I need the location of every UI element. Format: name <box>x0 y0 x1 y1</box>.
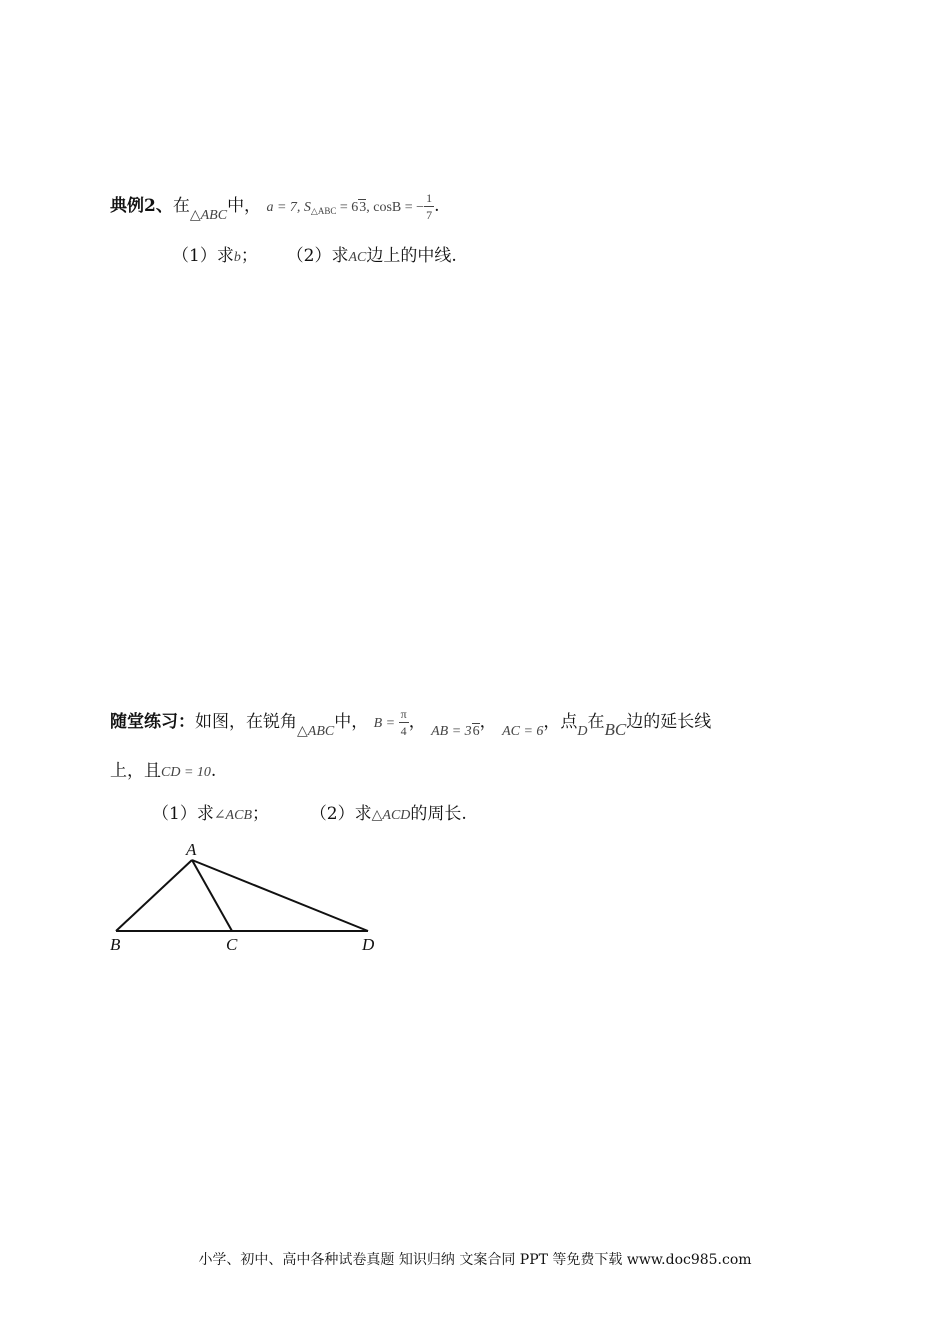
example2-questions <box>172 248 457 265</box>
example2-q1-var: b <box>233 250 241 265</box>
practice-text2: 中， <box>334 712 369 732</box>
practice-text4: 边的延长线 <box>626 712 712 732</box>
example2-q1-label: （1）求 <box>172 246 234 266</box>
practice-q2-end: 的周长. <box>410 804 467 824</box>
practice-d-var: D <box>577 724 588 739</box>
practice-statement-line1 <box>110 708 711 737</box>
vertex-label-b: B <box>110 935 121 954</box>
example2-triangle: △ABC <box>189 208 228 223</box>
practice-line2-a: 上，且 <box>110 761 161 781</box>
example2-condition-s-value: = 6 <box>336 200 359 215</box>
practice-sep3: ，点 <box>543 712 578 732</box>
example2-fraction-den: 7 <box>426 208 433 222</box>
practice-b-num: π <box>400 707 407 721</box>
example2-fraction <box>424 192 434 221</box>
practice-sep2: ， <box>479 712 497 732</box>
practice-ac-label: AC = 6 <box>502 724 544 739</box>
practice-text1: 如图，在锐角 <box>195 712 297 732</box>
practice-cd-condition: CD = 10 <box>161 765 211 780</box>
example2-end: . <box>434 196 440 216</box>
practice-q1-var: ∠ACB <box>213 808 252 823</box>
example2-q2-end: 边上的中线. <box>366 246 457 266</box>
practice-q1-label: （1）求 <box>152 804 214 824</box>
page-footer: 小学、初中、高中各种试卷真题 知识归纳 文案合同 PPT 等免费下载 www.doc985.com <box>198 1252 752 1268</box>
practice-b-den: 4 <box>400 724 407 738</box>
practice-q1-end: ； <box>252 804 269 824</box>
example2-heading: 典例2、 <box>110 196 173 216</box>
example2-condition-s-sub: △ABC <box>310 206 337 216</box>
practice-statement-line2 <box>110 763 216 780</box>
practice-ab-root: 6 <box>472 724 480 739</box>
practice-b-fraction <box>399 708 409 737</box>
segment-ba <box>116 860 192 931</box>
example2-condition-s-root: 3 <box>359 200 367 215</box>
practice-q2-label: （2）求 <box>309 804 372 824</box>
practice-text3: 在 <box>587 712 605 732</box>
example2-condition-cos: , cosB = − <box>366 200 425 215</box>
practice-ab-label: AB = 3 <box>431 724 472 739</box>
example2-middle: 中， <box>227 196 262 216</box>
example2-intro: 在 <box>172 196 190 216</box>
practice-questions <box>152 806 467 823</box>
vertex-label-c: C <box>226 935 238 954</box>
example2-condition-a: a = 7, <box>266 200 304 215</box>
practice-b-label: B = <box>373 716 399 731</box>
practice-sep1: ， <box>408 712 426 732</box>
triangle-figure <box>100 838 400 960</box>
example2-fraction-num: 1 <box>426 191 433 205</box>
vertex-label-d: D <box>362 935 375 954</box>
example2-q2-label: （2）求 <box>286 246 349 266</box>
example2-q1-end: ； <box>240 246 258 266</box>
practice-triangle: △ABC <box>297 724 335 739</box>
example2-q2-var: AC <box>348 250 367 265</box>
vertex-label-a: A <box>186 840 197 859</box>
practice-heading: 随堂练习： <box>110 712 195 732</box>
segment-ad <box>192 860 368 931</box>
example2-condition-s: S <box>303 200 311 215</box>
practice-bc-var: BC <box>604 720 627 739</box>
segment-ac <box>192 860 232 931</box>
example2-statement <box>110 192 439 221</box>
practice-line2-end: . <box>210 761 217 781</box>
practice-q2-var: △ACD <box>371 808 411 823</box>
